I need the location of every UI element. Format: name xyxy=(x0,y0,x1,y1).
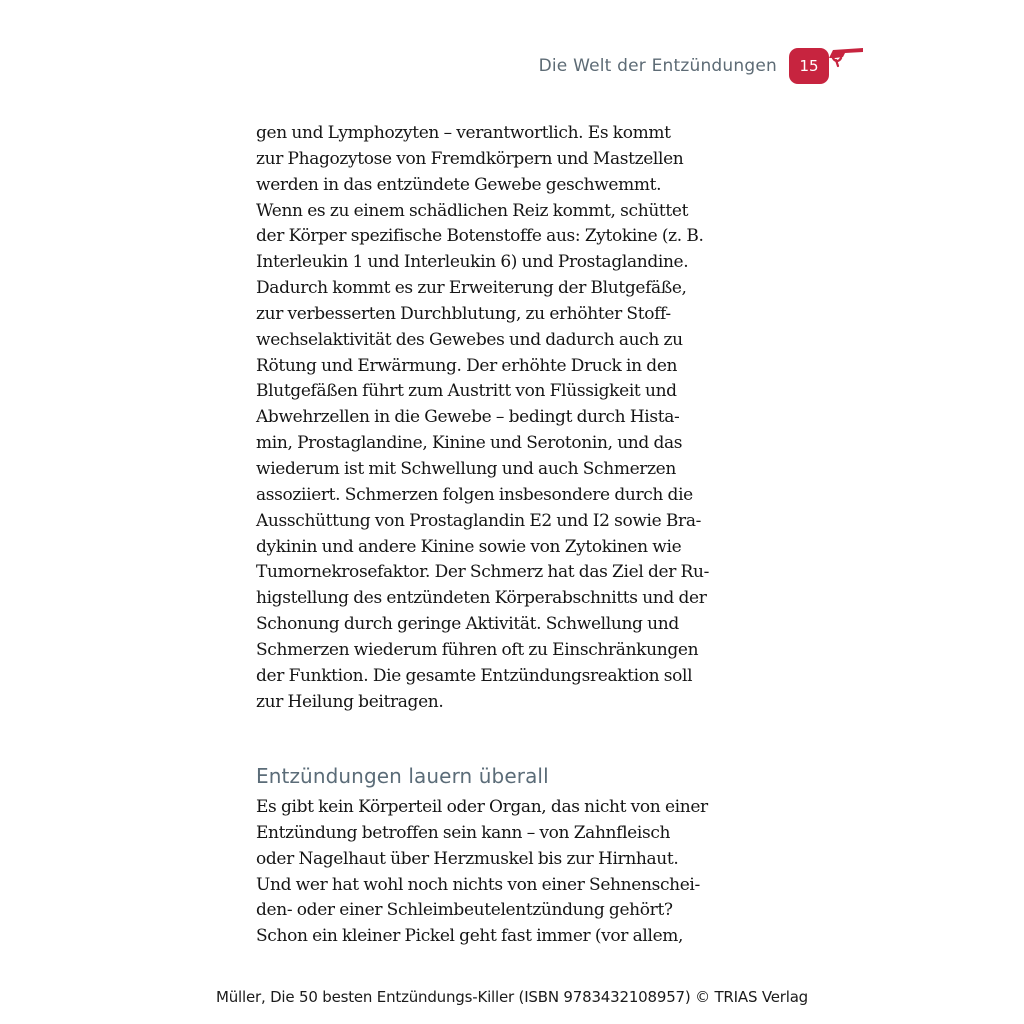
text-line: Interleukin 1 und Interleukin 6) und Prostaglandine. xyxy=(256,252,689,273)
text-line: der Körper spezifische Botenstoffe aus: Zytokine (z. B. xyxy=(256,226,704,247)
text-line: Entzündung betroffen sein kann – von Zahnfleisch xyxy=(256,822,671,843)
body-paragraph xyxy=(256,795,756,950)
text-line: wechselaktivität des Gewebes und dadurch auch zu xyxy=(256,329,683,350)
page-number: 15 xyxy=(799,57,819,75)
text-line: higstellung des entzündeten Körperabschnitts und der xyxy=(256,588,707,609)
running-header xyxy=(539,48,829,84)
text-line: Rötung und Erwärmung. Der erhöhte Druck in den xyxy=(256,355,678,376)
page-number-badge xyxy=(789,48,829,84)
body-paragraph xyxy=(256,121,756,715)
text-line: zur Heilung beitragen. xyxy=(256,691,444,712)
text-line: Schmerzen wiederum führen oft zu Einschränkungen xyxy=(256,639,699,660)
text-line: Ausschüttung von Prostaglandin E2 und I2 sowie Bra- xyxy=(256,510,702,531)
text-line: wiederum ist mit Schwellung und auch Schmerzen xyxy=(256,458,676,479)
text-line: oder Nagelhaut über Herzmuskel bis zur Hirnhaut. xyxy=(256,848,679,869)
text-line: zur verbesserten Durchblutung, zu erhöhter Stoff- xyxy=(256,303,671,324)
text-line: der Funktion. Die gesamte Entzündungsreaktion soll xyxy=(256,665,693,686)
text-line: Blutgefäßen führt zum Austritt von Flüssigkeit und xyxy=(256,381,677,402)
text-line: Tumornekrosefaktor. Der Schmerz hat das Ziel der Ru- xyxy=(256,562,709,583)
footer-citation: Müller, Die 50 besten Entzündungs-Killer (ISBN 9783432108957) © TRIAS Verlag xyxy=(215,988,809,1006)
text-line: den- oder einer Schleimbeutelentzündung gehört? xyxy=(256,900,673,921)
text-line: Schonung durch geringe Aktivität. Schwellung und xyxy=(256,614,679,635)
text-line: assoziiert. Schmerzen folgen insbesondere durch die xyxy=(256,484,693,505)
text-line: Wenn es zu einem schädlichen Reiz kommt, schüttet xyxy=(256,200,689,221)
chapter-title: Die Welt der Entzündungen xyxy=(538,56,777,76)
text-line: Schon ein kleiner Pickel geht fast immer (vor allem, xyxy=(256,926,684,947)
text-line: Und wer hat wohl noch nichts von einer Sehnenschei- xyxy=(256,874,700,895)
text-line: gen und Lymphozyten – verantwortlich. Es kommt xyxy=(256,123,671,143)
text-line: min, Prostaglandine, Kinine und Serotonin, und das xyxy=(256,433,683,454)
text-line: Abwehrzellen in die Gewebe – bedingt durch Hista- xyxy=(256,407,680,428)
section-heading: Entzündungen lauern überall xyxy=(256,764,549,788)
text-line: Dadurch kommt es zur Erweiterung der Blutgefäße, xyxy=(256,278,687,299)
text-line: werden in das entzündete Gewebe geschwemmt. xyxy=(256,174,662,195)
pointing-hand-icon xyxy=(827,42,869,70)
text-line: Es gibt kein Körperteil oder Organ, das nicht von einer xyxy=(256,797,708,817)
text-line: zur Phagozytose von Fremdkörpern und Mastzellen xyxy=(256,148,684,169)
text-line: dykinin und andere Kinine sowie von Zytokinen wie xyxy=(256,536,682,557)
